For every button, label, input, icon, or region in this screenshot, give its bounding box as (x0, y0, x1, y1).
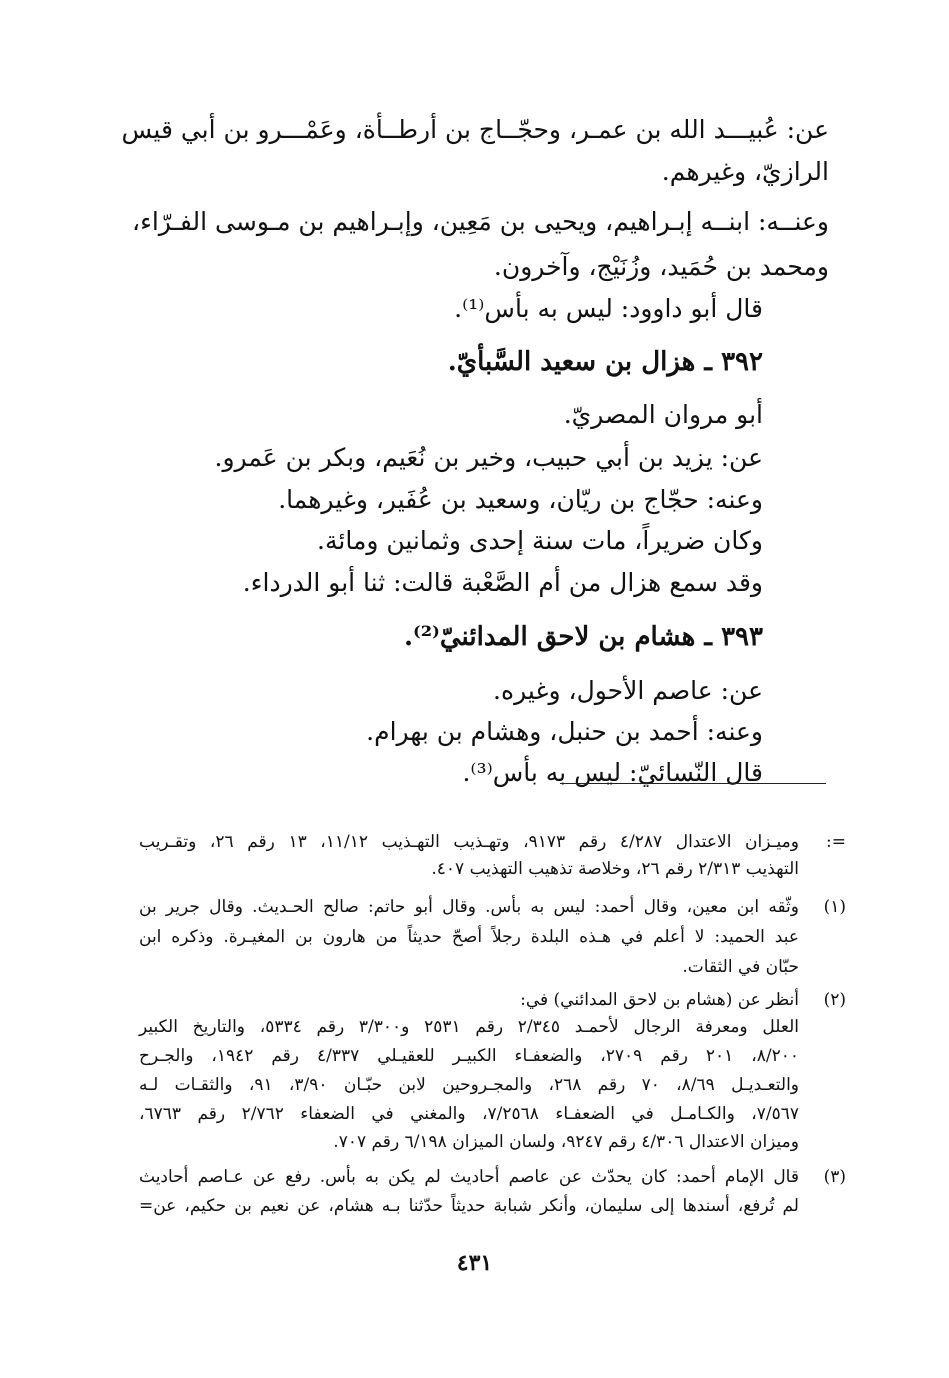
text-line: قال أبو داوود: ليس به بأس⁽¹⁾. (454, 294, 763, 323)
entry-heading: ٣٩٣ ـ هشام بن لاحق المدائنيّ⁽²⁾. (403, 622, 763, 652)
footnote-line: وميـزان الاعتدال ٤/٢٨٧ رقم ٩١٧٣، وتهـذيب التهـذيب ١١/١٢، ١٣ رقم ٢٦، وتقـريب (139, 832, 800, 852)
text-line: وعنــه: ابنــه إبـراهيم، ويحيى بن مَعِين، وإبـراهيم بن مـوسى الفـرّاء، (132, 207, 829, 236)
footnote-line: والتعـديـل ٨/٦٩، ٧٠ رقم ٢٦٨، والمجـروحين لابن حبّـان ٣/٩٠، ٩١، والثقـات لـه (139, 1075, 800, 1095)
text-line: وقد سمع هزال من أم الصَّعْبة قالت: ثنا أبو الدرداء. (242, 568, 763, 597)
footnote-number: (١) (823, 897, 846, 917)
text-line: ومحمد بن حُمَيد، وزُنَيْج، وآخرون. (493, 252, 829, 281)
footnote-line: وميزان الاعتدال ٤/٣٠٦ رقم ٩٢٤٧، ولسان الميزان ٦/١٩٨ رقم ٧٠٧. (333, 1132, 799, 1152)
footnote-line: وثّقه ابن معين، وقال أحمد: ليس به بأس. وقال أبو حاتم: صالح الحـديث. وقال جرير بن (139, 897, 799, 917)
footnote-line: قال الإمام أحمد: كان يحدّث عن عاصم أحاديث لم يكن به بأس. رفع عن عـاصم أحاديث (139, 1167, 799, 1187)
text-line: عن: عاصم الأحول، وغيره. (493, 676, 763, 705)
footnote-line: عبد الحميد: لا أعلم في هـذه البلدة رجلاً أصحّ حديثاً من هارون بن المغيـرة. وذكره ابن (139, 927, 799, 947)
footnote-line: حبّان في الثقات. (682, 957, 799, 977)
text-line: أبو مروان المصريّ. (563, 400, 763, 429)
footnote-line: التهذيب ٢/٣١٣ رقم ٢٦، وخلاصة تذهيب التهذيب ٤٠٧. (431, 859, 799, 879)
footnote-separator (560, 783, 826, 784)
footnote-line: العلل ومعرفة الرجال لأحمـد ٢/٣٤٥ رقم ٢٥٣١ و٣/٣٠٠ رقم ٥٣٣٤، والتاريخ الكبير (139, 1017, 799, 1037)
entry-heading: ٣٩٢ ـ هزال بن سعيد السَّبأيّ. (447, 347, 763, 377)
footnote-number: (٣) (823, 1167, 846, 1187)
footnote-continuation-mark: =: (826, 832, 846, 852)
footnote-line: لم تُرفع، أسندها إلى سليمان، وأنكر شبابة حديثاً حدّثنا بـه هشام، عن نعيم بن حكيم، عن= (139, 1196, 799, 1216)
footnote-line: ٧/٥٦٧، والكـامـل في الضعفـاء ٧/٢٥٦٨، والمغني في الضعفاء ٢/٧٦٢ رقم ٦٧٦٣، (139, 1104, 799, 1124)
text-line: الرازيّ، وغيرهم. (661, 157, 829, 186)
footnote-number: (٢) (823, 990, 846, 1010)
footnote-line: ٨/٢٠٠، ٢٠١ رقم ٢٧٠٩، والضعفـاء الكبيـر للعقيـلي ٤/٣٣٧ رقم ١٩٤٢، والجـرح (139, 1046, 799, 1066)
text-line: وعنه: حجّاج بن ريّان، وسعيد بن عُفَير، وغيرهما. (278, 485, 763, 514)
page-number: ٤٣١ (456, 1250, 493, 1276)
footnote-line: أنظر عن (هشام بن لاحق المدائني) في: (520, 990, 799, 1010)
text-line: قال النّسائيّ: ليس به بأس⁽³⁾. (462, 758, 763, 787)
text-line: وعنه: أحمد بن حنبل، وهشام بن بهرام. (366, 717, 763, 746)
text-line: عن: يزيد بن أبي حبيب، وخير بن نُعَيم، وبكر بن عَمرو. (214, 443, 763, 472)
text-line: عن: عُبيـــد الله بن عمـر، وحجّــاج بن أرطــأة، وعَمْـــرو بن أبي قيس (121, 115, 829, 144)
text-line: وكان ضريراً، مات سنة إحدى وثمانين ومائة. (317, 526, 763, 555)
